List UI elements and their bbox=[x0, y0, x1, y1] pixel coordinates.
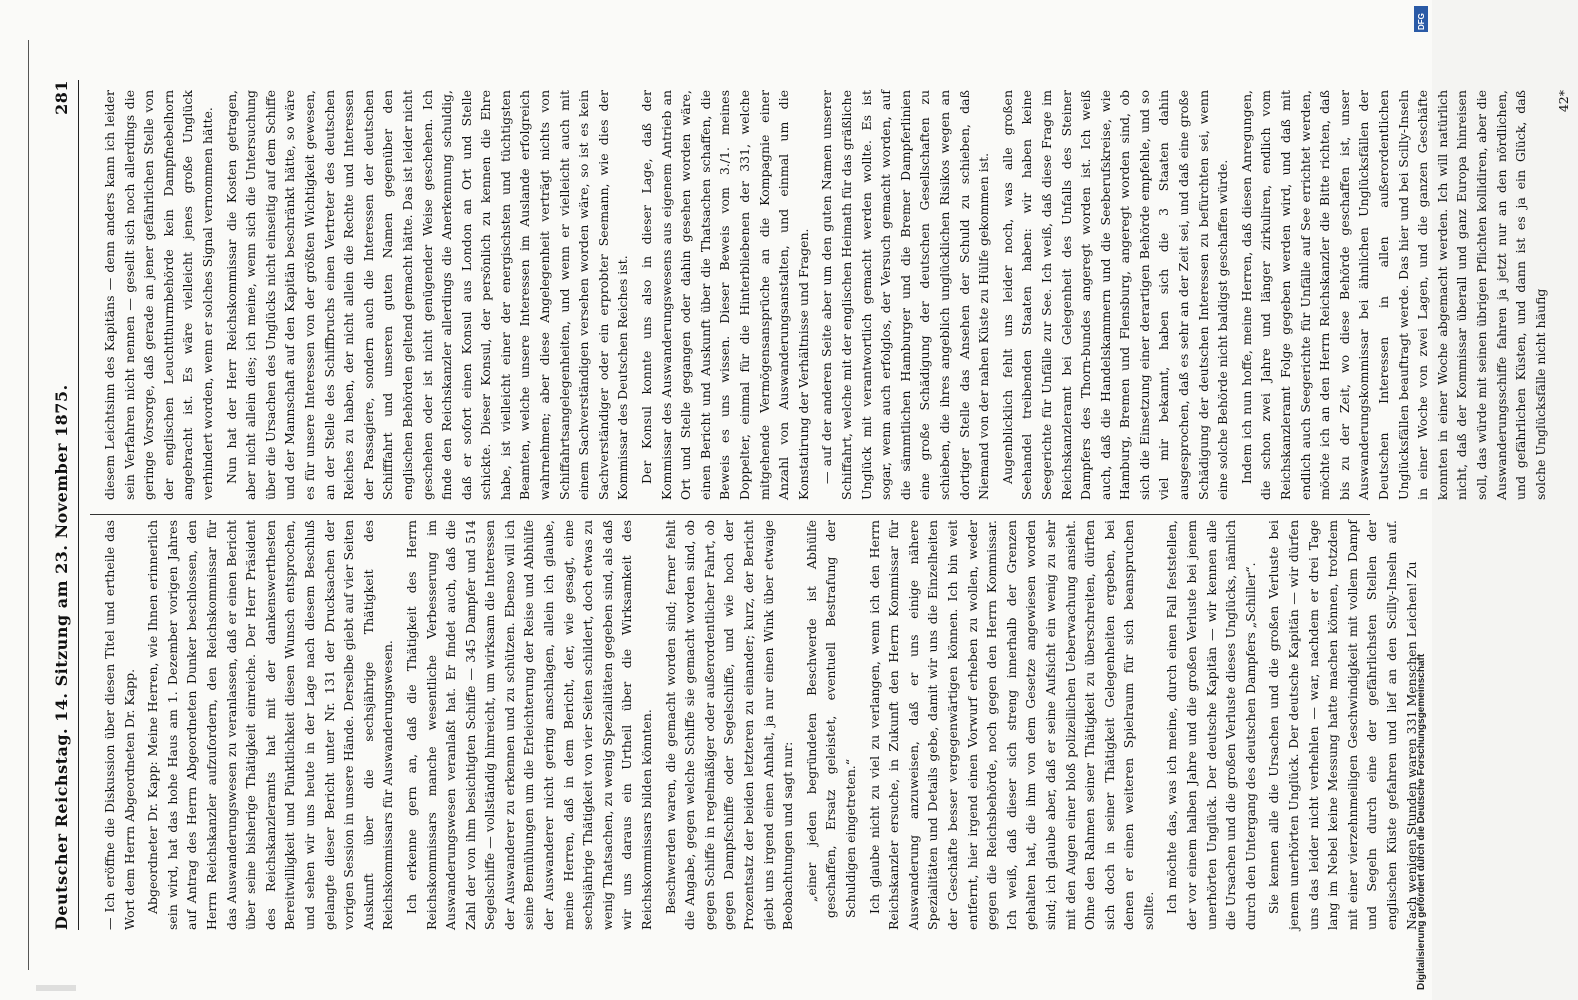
dfg-logo: DFG bbox=[1414, 6, 1428, 32]
quotation: „einer jeden begründeten Beschwerde ist Abhülfe geschaffen, Ersatz geleistet, eventuell Bestrafung der Schuldigen eingetreten.“ bbox=[803, 520, 858, 918]
page-header bbox=[48, 80, 79, 930]
paragraph: Beschwerden waren, die gemacht worden sind; ferner fehlt die Angabe, gegen welche Schiffe sie gemacht worden sind, ob gegen Schiffe in regelmäßiger oder außerordentlicher Fahrt, ob gegen Dampfschiffe oder Segelschiffe, und wie hoch der Prozentsatz der beiden letzteren zu einander; kurz, der Bericht giebt uns irgend einen Anhalt, ja nur einen Wink über etwaige Beobachtungen und sagt nur: bbox=[662, 520, 796, 930]
scan-smudge bbox=[36, 985, 76, 991]
paragraph: Sie kennen alle die Ursachen und die großen Verluste bei jenem unerhörten Unglück. Der deutsche Kapitän — wir dürfen uns das leider nicht verhehlen — war, nachdem er drei Tage lang im Nebel keine Messung hatte machen können, trotzdem mit einer vierzehnmeiligen Geschwindigkeit mit vollem Dampf und Segeln durch eine der gefährlichsten Stellen der englischen Küste gefahren und lief an den Scilly-Inseln auf. Nach wenigen Stunden waren 331 Menschen Leichen! Zu bbox=[1266, 520, 1419, 930]
page-number: 281 bbox=[52, 80, 71, 115]
running-title: Deutscher Reichstag. 14. Sitzung am 23. November 1875. bbox=[52, 384, 71, 930]
paragraph: — auf der anderen Seite aber um den guten Namen unserer Schiffahrt, welche mit der englischen Heimath für das gräßliche Unglück mit verantwortlich gemacht werden wollte. Es ist sogar, wenn auch erfolglos, der Versuch gemacht worden, auf die sämmtlichen Hamburger und die Bremer Dampferlinien eine große Schädigung der deutschen Gesellschaften zu schieben, die ihres angeblich unglücklichen Risikos wegen an dortiger Stelle das Ansehen der Schuld zu schieben, daß Niemand von der nahen Küste zu Hülfe gekommen ist. bbox=[819, 90, 992, 500]
paragraph: Ich glaube nicht zu viel zu verlangen, wenn ich den Herrn Reichskanzler ersuche, in Zukunft den Herrn Kommissar für Auswanderung anzuweisen, daß er uns einige nähere Spezialitäten und Details gebe, damit wir uns die Einzelheiten der Geschäfte besser vergegenwärtigen können. Ich bin weit entfernt, hier irgend einen Vorwurf erheben zu wollen, weder gegen die Reichsbehörde, noch gegen den Herrn Kommissar. Ich weiß, daß dieser sich streng innerhalb der Grenzen gehalten hat, die ihm von dem Gesetze angewiesen worden sind; ich glaube aber, daß er seine Aufsicht ein wenig zu sehr mit den Augen einer bloß polizeilichen Ueberwachung ansieht. Ohne den Rahmen seiner Thätigkeit zu überschreiten, dürften sich doch in seiner Thätigkeit Gelegenheiten ergeben, bei denen er einen weiteren Spielraum für sich beanspruchen sollte. bbox=[866, 520, 1156, 930]
paragraph: Ich erkenne gern an, daß die Thätigkeit des Herrn Reichskommissars manche wesentliche Verbesserung im Auswanderungswesen veranlaßt hat. Er findet auch, daß die Zahl der von ihm besichtigten Schiffe — 345 Dampfer und 514 Segelschiffe — vollständig hinreicht, um wirksam die Interessen der Auswanderer zu erkennen und zu schützen. Ebenso will ich seine Bemühungen um die Erleichterung der Reise und Abhülfe der Auswanderer nicht gering anschlagen, allein ich glaube, meine Herren, daß in dem Bericht, der, wie gesagt, eine sechsjährige Thätigkeit von vier Seiten schildert, doch etwas zu wenig Thatsachen, zu wenig Spezialitäten gegeben sind, als daß wir uns daraus ein Urtheil über die Wirksamkeit des Reichskommissars bilden könnten. bbox=[403, 520, 655, 930]
paragraph: Ich möchte das, was ich meine, durch einen Fall feststellen, der vor einem halben Jahre und die großen Verluste bei jenem unerhörten Unglück. Der deutsche Kapitän — wir kennen alle die Ursachen und die großen Verluste dieses Unglücks, nämlich durch den Untergang des deutschen Dampfers „Schiller“. bbox=[1164, 520, 1258, 930]
paragraph: — Ich eröffne die Diskussion über diesen Titel und ertheile das Wort dem Herrn Abgeordneten Dr. Kapp. bbox=[102, 520, 137, 930]
paragraph: diesem Leichtsinn des Kapitäns — denn anders kann ich leider sein Verfahren nicht nennen — gesellt sich noch allerdings die geringe Vorsorge, daß gerade an jener gefährlichen Stelle von der englischen Leuchtthurmbehörde kein Dampfnebelhorn angebracht ist. Es wäre vielleicht jenes große Unglück verhindert worden, wenn er solches Signal vernommen hätte. bbox=[102, 90, 215, 500]
paragraph: Abgeordneter Dr. Kapp: Meine Herren, wie Ihnen erinnerlich sein wird, hat das hohe Haus am 1. Dezember vorigen Jahres auf Antrag des Herrn Abgeordneten Dunker beschlossen, den Herrn Reichskanzler aufzufordern, den Reichskommissar für das Auswanderungswesen zu veranlassen, daß er einen Bericht über seine bisherige Thätigkeit einreiche. Der Herr Präsident des Reichskanzleramts hat mit der dankenswerthesten Bereitwilligkeit und Pünktlichkeit diesen Wunsch entsprochen, und sehen wir uns heute in der Lage nach diesem Beschluß gelangte dieser Bericht unter Nr. 131 der Drucksachen der vorigen Session in unsere Hände. Derselbe giebt auf vier Seiten Auskunft über die sechsjährige Thätigkeit des Reichskommissars für Auswanderungswesen. bbox=[145, 520, 396, 930]
digitization-credit bbox=[1410, 0, 1432, 1000]
text-column-right bbox=[100, 90, 1578, 500]
paragraph: Der Konsul konnte uns also in dieser Lage, daß der Kommissar des Auswanderungswesens aus eigenem Antrieb an Ort und Stelle gegangen oder dahin gesehen worden wäre, einen Bericht und Auskunft über die Thatsachen schaffen, die Beweis es uns wissen. Dieser Beweis vom 3./1. meines Doppelter, einmal für die Hinterbliebenen der 331, welche mitgehende Vermögensansprüche an die Kompagnie einer Anzahl von Auswanderungsanstalten, und einmal um die Konstatirung der Verhältnisse und Fragen. bbox=[639, 90, 811, 500]
page-edge-line bbox=[28, 40, 29, 970]
paragraph: Indem ich nun hoffe, meine Herren, daß diesen Anregungen, die schon zwei Jahre und länger zirkuliren, endlich vom Reichskanzleramt Folge gegeben werden wird, und daß mit endlich auch Seegerichte für Unfälle auf See errichtet werden, möchte ich an den Herrn Reichskanzler die Bitte richten, daß bis zu der Zeit, wo diese Behörde geschaffen ist, unser Auswanderungskommissar bei ähnlichen Unglücksfällen der Deutschen Interessen in allen außerordentlichen Unglücksfällen beauftragt werde. Das hier und bei Scilly-Inseln in einer Woche von zwei Lagen, und die ganzen Geschäfte konnten in einer Woche abgemacht werden. Ich will natürlich nicht, daß der Kommissar überall und ganz Europa hinreisen soll, das würde mit seinen übrigen Pflichten kollidiren, aber die Auswanderungsschiffe fahren ja jetzt nur an den nördlichen, und gefährlichen Küsten, und dann ist es ja ein Glück, daß solche Unglücksfälle nicht häufig bbox=[1238, 90, 1548, 500]
text-column-left bbox=[100, 520, 1425, 930]
credit-text: Digitalisierung gefördert durch die Deutsche Forschungsgemeinschaft bbox=[1416, 653, 1427, 990]
column-rule bbox=[90, 514, 1370, 515]
signature-mark: 42* bbox=[1556, 90, 1572, 113]
paragraph: Nun hat der Herr Reichskommissar die Kosten getragen, aber nicht allein dies; ich meine, wenn sich die Untersuchung über die Ursachen des Unglücks nicht einseitig auf dem Schiffe und der Mannschaft auf den Kapitän beschränkt hätte, so wäre es für unsere Interessen von der größten Wichtigkeit gewesen, an der Stelle des Schiffbruchs einen Vertreter des deutschen Reiches zu haben, der nicht allein die Rechte und Interessen der Passagiere, sondern auch die Interessen der deutschen Schifffahrt und unseren guten Namen gegenüber den englischen Behörden geltend gemacht hätte. Das ist leider nicht geschehen oder ist nicht genügender Weise geschehen. Ich finde den Reichskanzler allerdings die Anerkennung schuldig, daß er sofort einen Konsul aus London an Ort und Stelle schickte. Dieser Konsul, der persönlich zu kennen die Ehre habe, ist vielleicht einer der energischsten und tüchtigsten Beamten, welche unsere Interessen im Auslande erfolgreich wahrnehmen; aber diese Angelegenheit verträgt nichts von Schiffahrtsangelegenheiten, und wenn er vielleicht auch mit einem Sachverständigen versehen worden wäre, so ist es kein Sachverständiger oder ein erprobter Seemann, wie dies der Kommissar des Deutschen Reiches ist. bbox=[223, 90, 631, 500]
paragraph: Augenblicklich fehlt uns leider noch, was alle großen Seehandel treibenden Staaten haben: wir haben keine Seegerichte für Unfälle zur See. Ich weiß, daß diese Frage im Reichskanzleramt bei Gelegenheit des Unfalls des Steiner Dampfers des Thorn-bundes angeregt worden ist. Ich weiß auch, daß die Handelskammern und die Seeberufskreise, wie Hamburg, Bremen und Flensburg, angeregt worden sind, ob sich die Einsetzung einer derartigen Behörde empfehle, und so viel mir bekannt, haben sich die 3 Staaten dahin ausgesprochen, daß es sehr an der Zeit sei, und daß eine große Schädigung der deutschen Interessen zu befürchten sei, wenn eine solche Behörde nicht baldigst geschaffen würde. bbox=[999, 90, 1231, 500]
